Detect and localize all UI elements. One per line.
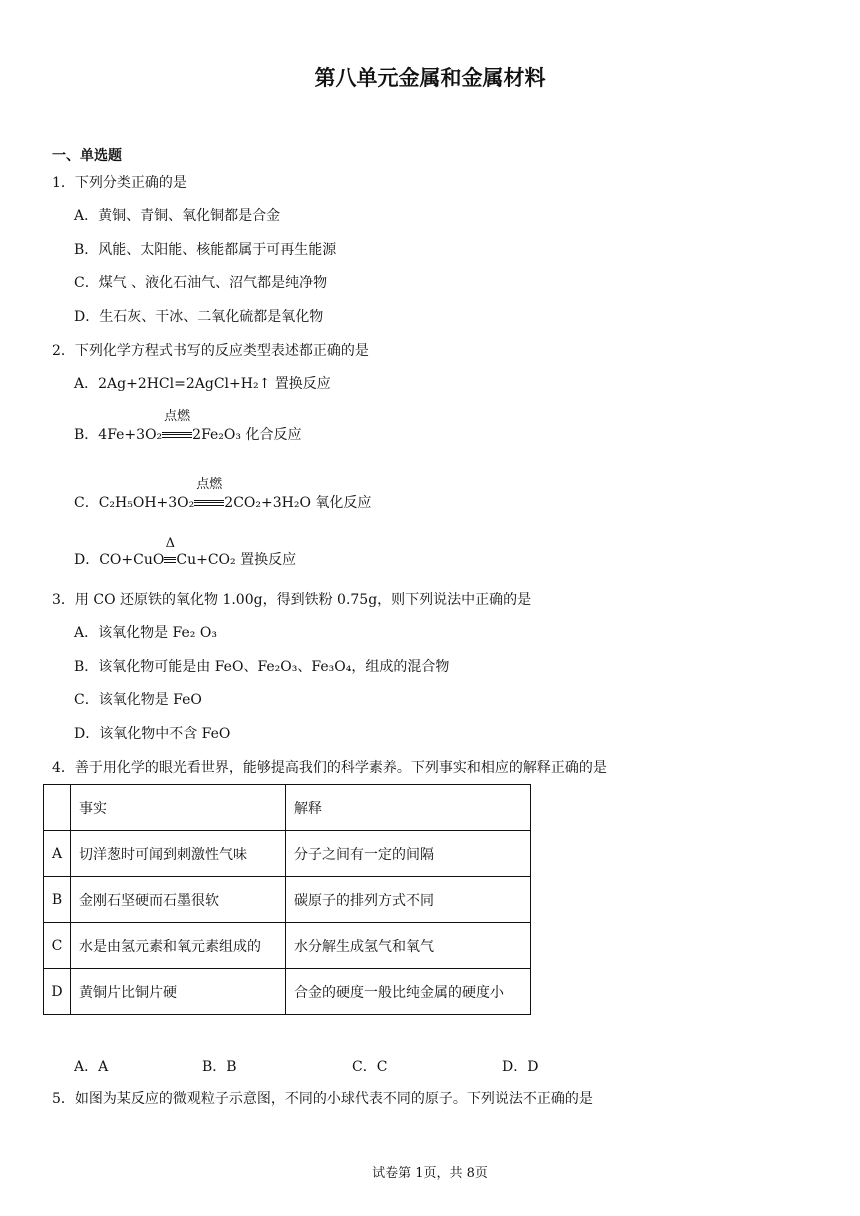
table-cell: 水分解生成氢气和氧气 bbox=[286, 923, 531, 969]
table-row bbox=[44, 923, 531, 969]
section-heading: 一、单选题 bbox=[52, 148, 122, 164]
question-3-option-d: D．该氧化物中不含 FeO bbox=[74, 726, 231, 742]
table-cell: 切洋葱时可闻到刺激性气味 bbox=[71, 831, 286, 877]
question-1-option-c: C．煤气 、液化石油气、沼气都是纯净物 bbox=[74, 275, 328, 291]
equals-sign bbox=[162, 432, 192, 438]
question-3-option-b: B．该氧化物可能是由 FeO、Fe₂O₃、Fe₃O₄，组成的混合物 bbox=[74, 659, 450, 675]
equation-reactants: B．4Fe+3O₂ bbox=[74, 427, 163, 443]
table-cell: C bbox=[44, 923, 71, 969]
table-cell: B bbox=[44, 877, 71, 923]
question-2-option-b bbox=[74, 409, 302, 445]
table-row bbox=[44, 969, 531, 1015]
question-4-option-d: D．D bbox=[502, 1059, 539, 1075]
table-cell: 金刚石坚硬而石墨很软 bbox=[71, 877, 286, 923]
table-cell: 碳原子的排列方式不同 bbox=[286, 877, 531, 923]
reaction-condition bbox=[164, 536, 176, 570]
question-5-stem: 5．如图为某反应的微观粒子示意图，不同的小球代表不同的原子。下列说法不正确的是 bbox=[52, 1091, 593, 1107]
question-4-stem: 4．善于用化学的眼光看世界，能够提高我们的科学素养。下列事实和相应的解释正确的是 bbox=[52, 760, 607, 776]
equation-reactants: C．C₂H₅OH+3O₂ bbox=[74, 495, 195, 511]
equals-sign bbox=[194, 500, 224, 506]
reaction-condition bbox=[162, 409, 192, 445]
question-2-stem: 2．下列化学方程式书写的反应类型表述都正确的是 bbox=[52, 343, 369, 359]
equation-products: Cu+CO₂ 置换反应 bbox=[176, 552, 297, 568]
table-cell: 分子之间有一定的间隔 bbox=[286, 831, 531, 877]
table-row bbox=[44, 831, 531, 877]
question-4-option-a: A．A bbox=[74, 1059, 109, 1075]
question-3-stem: 3．用 CO 还原铁的氧化物 1.00g，得到铁粉 0.75g，则下列说法中正确的是 bbox=[52, 592, 532, 608]
question-2-option-c bbox=[74, 477, 372, 513]
page-title: 第八单元金属和金属材料 bbox=[314, 66, 546, 90]
table-row bbox=[44, 877, 531, 923]
question-2-option-a: A．2Ag+2HCl=2AgCl+H₂↑ 置换反应 bbox=[74, 376, 331, 392]
table-header-cell: 解释 bbox=[286, 785, 531, 831]
condition-label: 点燃 bbox=[196, 477, 223, 492]
question-1-stem: 1．下列分类正确的是 bbox=[52, 175, 187, 191]
question-3-option-a: A．该氧化物是 Fe₂ O₃ bbox=[74, 625, 217, 641]
table-header-row bbox=[44, 785, 531, 831]
question-2-option-d bbox=[74, 536, 297, 570]
question-1-option-d: D．生石灰、干冰、二氧化硫都是氧化物 bbox=[74, 309, 324, 325]
table-cell: D bbox=[44, 969, 71, 1015]
question-1-option-a: A．黄铜、青铜、氧化铜都是合金 bbox=[74, 208, 281, 224]
table-cell: 合金的硬度一般比纯金属的硬度小 bbox=[286, 969, 531, 1015]
table-header-cell bbox=[44, 785, 71, 831]
reaction-condition bbox=[194, 477, 224, 513]
equation-products: 2Fe₂O₃ 化合反应 bbox=[192, 427, 302, 443]
condition-label: Δ bbox=[165, 536, 176, 551]
question-3-option-c: C．该氧化物是 FeO bbox=[74, 692, 202, 708]
table-cell: 黄铜片比铜片硬 bbox=[71, 969, 286, 1015]
table-cell: 水是由氢元素和氧元素组成的 bbox=[71, 923, 286, 969]
condition-label: 点燃 bbox=[164, 409, 191, 424]
question-1-option-b: B．风能、太阳能、核能都属于可再生能源 bbox=[74, 242, 337, 258]
equation-reactants: D．CO+CuO bbox=[74, 552, 165, 568]
equation-products: 2CO₂+3H₂O 氧化反应 bbox=[224, 495, 372, 511]
question-4-option-c: C．C bbox=[352, 1059, 388, 1075]
question-4-option-b: B．B bbox=[202, 1059, 237, 1075]
table-cell: A bbox=[44, 831, 71, 877]
table-header-cell: 事实 bbox=[71, 785, 286, 831]
facts-table bbox=[43, 784, 531, 1015]
page-footer: 试卷第 1页，共 8页 bbox=[372, 1166, 488, 1181]
equals-sign bbox=[164, 557, 176, 563]
